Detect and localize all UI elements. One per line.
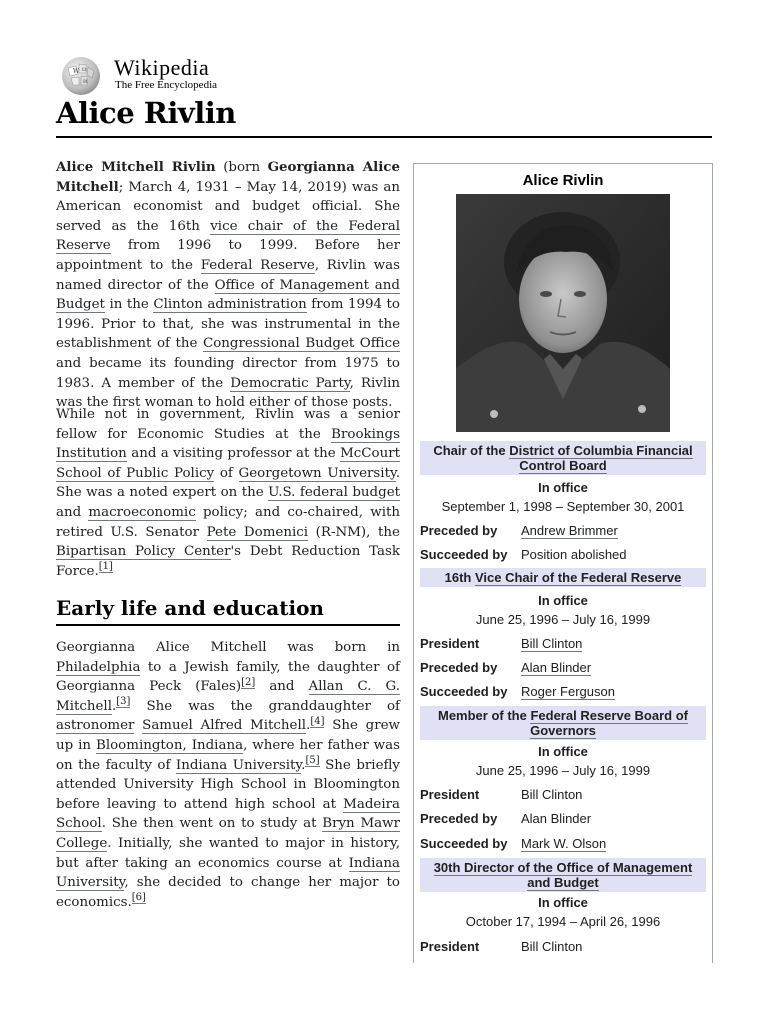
- term-dates: June 25, 1996 – July 16, 1999: [475, 763, 651, 778]
- link-bloomington[interactable]: Bloomington, Indiana: [96, 737, 244, 753]
- paragraph-early-life: Georgianna Alice Mitchell was born in Philadelphia to a Jewish family, the daughter of Georgianna Peck (Fales)[2] and Allan C. G. Mitchell.[3] She was the granddaughter of astronomer Samuel Alfred Mitchell.[4] She grew up in Bloomington, Indiana, where her father was on the faculty of Indiana University.[5] She briefly attended University High School in Bloomington before leaving to attend high school at Madeira School. She then went on to study at Bryn Mawr College. Initially, she wanted to major in history, but after taking an economics course at Indiana University, she decided to change her major to economics.[6]: [56, 640, 400, 910]
- link-mccourt[interactable]: McCourt School of Public Policy: [56, 446, 400, 481]
- reference-4[interactable]: [4]: [310, 715, 325, 727]
- row-label: President: [420, 787, 480, 802]
- wordmark: Wikipedia: [114, 55, 210, 80]
- infobox-header-dc-control-board: Chair of the District of Columbia Financial Control Board: [420, 441, 706, 475]
- row-value: Bill Clinton: [521, 787, 583, 802]
- reference-1[interactable]: [1]: [98, 561, 113, 573]
- link-mark-olson[interactable]: Mark W. Olson: [521, 836, 607, 851]
- portrait-image: [456, 194, 670, 432]
- reference-2[interactable]: [2]: [241, 676, 256, 688]
- lead-paragraph: Alice Mitchell Rivlin (born Georgianna Alice Mitchell; March 4, 1931 – May 14, 2019) was an American economist and budget official. She served as the 16th vice chair of the Federal Reserve from 1996 to 1999. Before her appointment to the Federal Reserve, Rivlin was named director of the Office of Management and Budget in the Clinton administration from 1994 to 1996. Prior to that, she was instrumental in the establishment of the Congressional Budget Office and became its founding director from 1975 to 1983. A member of the Democratic Party, Rivlin was the first woman to hold either of those posts.: [56, 159, 401, 411]
- reference-3[interactable]: [3]: [116, 696, 131, 708]
- link-astronomer[interactable]: astronomer: [56, 718, 135, 734]
- row-value: Position abolished: [521, 547, 627, 562]
- link-bill-clinton[interactable]: Bill Clinton: [521, 636, 583, 651]
- row-value: Bill Clinton: [521, 939, 583, 954]
- reference-6[interactable]: [6]: [131, 892, 146, 904]
- link-brookings[interactable]: Brookings Institution: [56, 426, 400, 462]
- link-cbo[interactable]: Congressional Budget Office: [203, 336, 401, 352]
- term-dates: October 17, 1994 – April 26, 1996: [465, 914, 661, 929]
- row-label: Preceded by: [420, 660, 498, 675]
- in-office-label: In office: [538, 895, 588, 910]
- term-dates: June 25, 1996 – July 16, 1999: [475, 612, 651, 627]
- paragraph-not-in-government: While not in government, Rivlin was a senior fellow for Economic Studies at the Brookings Institution and a visiting professor at the McCourt School of Public Policy of Georgetown University. She was a noted expert on the U.S. federal budget and macroeconomic policy; and co-chaired, with retired U.S. Senator Pete Domenici (R-NM), the Bipartisan Policy Center's Debt Reduction Task Force.[1]: [56, 407, 400, 579]
- link-dc-financial-control-board[interactable]: District of Columbia Financial Control Board: [509, 443, 693, 473]
- portrait-photo[interactable]: [456, 194, 670, 432]
- svg-text:Ω: Ω: [82, 67, 87, 73]
- row-label: President: [420, 939, 480, 954]
- link-alan-blinder[interactable]: Alan Blinder: [521, 660, 592, 675]
- link-vice-chair[interactable]: vice chair of the Federal Reserve: [56, 218, 400, 254]
- section-divider: [56, 624, 400, 626]
- link-federal-reserve[interactable]: Federal Reserve: [200, 257, 315, 273]
- link-fed-board-of-governors[interactable]: Federal Reserve Board of Governors: [530, 708, 688, 738]
- infobox-header-omb-director: [420, 858, 706, 892]
- svg-text:И: И: [83, 79, 88, 85]
- infobox: [413, 163, 713, 963]
- row-label: Succeeded by: [420, 836, 508, 851]
- row-label: Preceded by: [420, 811, 498, 826]
- wikipedia-logo[interactable]: [56, 54, 256, 96]
- section-heading-early-life: Early life and education: [56, 596, 324, 620]
- in-office-label: In office: [538, 480, 588, 495]
- wikipedia-globe-icon: [56, 54, 106, 96]
- link-omb-director[interactable]: 30th Director of the Office of Management and Budget: [433, 860, 693, 890]
- svg-text:W: W: [73, 68, 80, 75]
- row-value: Alan Blinder: [521, 811, 592, 826]
- row-label: Preceded by: [420, 523, 498, 538]
- link-bipartisan-policy-center[interactable]: Bipartisan Policy Center: [56, 544, 231, 560]
- link-omb[interactable]: Office of Management and Budget: [56, 277, 400, 313]
- link-allan-mitchell[interactable]: Allan C. G. Mitchell: [56, 679, 400, 714]
- link-vice-chair-fed[interactable]: Vice Chair of the Federal Reserve: [474, 570, 682, 585]
- infobox-header-vice-chair: 16th Vice Chair of the Federal Reserve: [420, 568, 706, 587]
- link-madeira-school[interactable]: Madeira School: [56, 796, 400, 832]
- link-clinton-administration[interactable]: Clinton administration: [153, 297, 307, 313]
- link-indiana-university-2[interactable]: Indiana University: [56, 855, 400, 891]
- infobox-title: Alice Rivlin: [522, 172, 604, 189]
- term-dates: September 1, 1998 – September 30, 2001: [441, 499, 685, 514]
- title-divider: [56, 136, 712, 138]
- page-title: Alice Rivlin: [56, 96, 236, 130]
- reference-5[interactable]: [5]: [305, 755, 320, 767]
- link-georgetown[interactable]: Georgetown University: [238, 465, 396, 481]
- in-office-label: In office: [538, 744, 588, 759]
- link-andrew-brimmer[interactable]: Andrew Brimmer: [521, 523, 618, 538]
- link-federal-budget[interactable]: U.S. federal budget: [268, 485, 400, 501]
- link-indiana-university[interactable]: Indiana University: [175, 757, 302, 773]
- link-samuel-mitchell[interactable]: Samuel Alfred Mitchell: [142, 718, 307, 734]
- link-macroeconomic[interactable]: macroeconomic: [88, 504, 196, 520]
- in-office-label: In office: [538, 593, 588, 608]
- row-label: Succeeded by: [420, 547, 508, 562]
- link-democratic-party[interactable]: Democratic Party: [230, 375, 350, 391]
- link-bryn-mawr[interactable]: Bryn Mawr College: [56, 816, 400, 851]
- bold-name: Alice Mitchell Rivlin: [56, 159, 216, 175]
- row-label: Succeeded by: [420, 684, 508, 699]
- bold-birth-name: Georgianna Alice Mitchell: [56, 159, 400, 195]
- link-philadelphia[interactable]: Philadelphia: [56, 659, 141, 675]
- infobox-header-board-of-governors: Member of the Federal Reserve Board of Governors: [420, 706, 706, 740]
- tagline: The Free Encyclopedia: [115, 79, 218, 91]
- link-roger-ferguson[interactable]: Roger Ferguson: [521, 684, 615, 699]
- link-pete-domenici[interactable]: Pete Domenici: [206, 524, 309, 540]
- row-label: President: [420, 636, 480, 651]
